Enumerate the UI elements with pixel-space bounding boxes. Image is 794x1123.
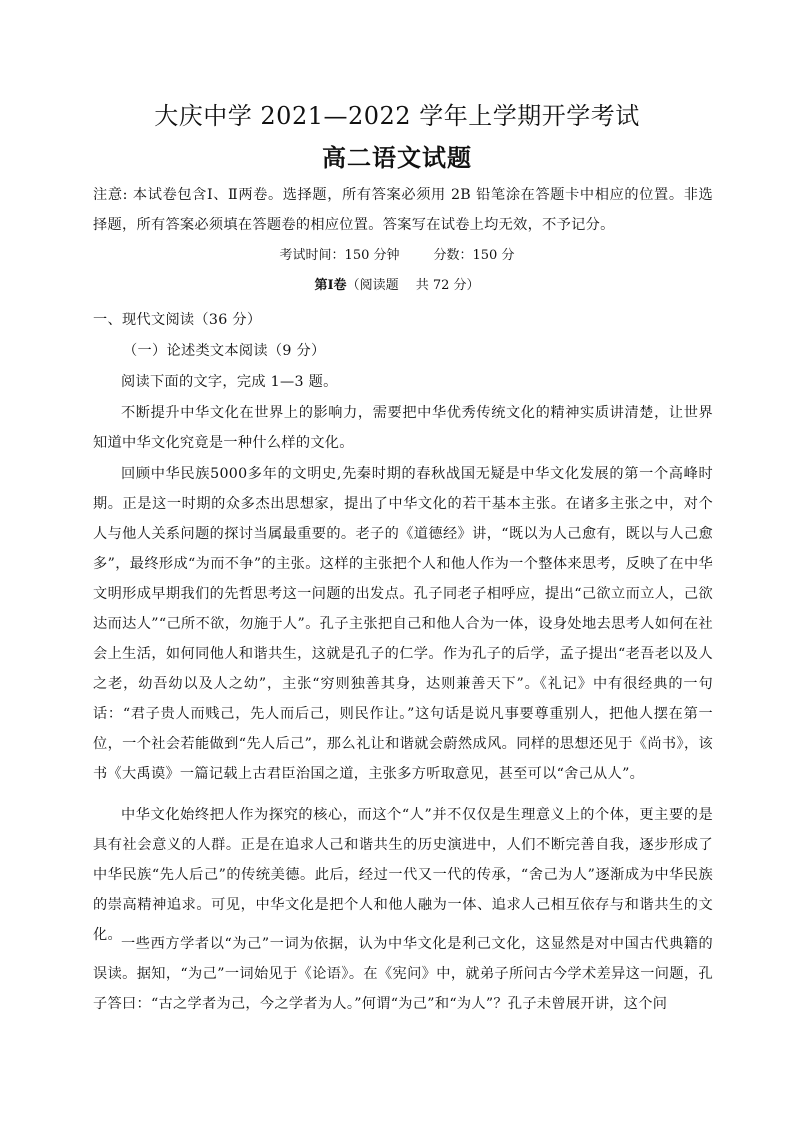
notice-text: 注意: 本试卷包含Ⅰ、Ⅱ两卷。选择题，所有答案必须用 2B 铅笔涂在答题卡中相应的位置。非选择题，所有答案必须填在答题卷的相应位置。答案写在试卷上均无效，不予记分。 (93, 187, 713, 233)
exam-score: 分数：150 分 (433, 248, 515, 263)
volume-desc: （阅读题 共 72 分） (346, 278, 480, 293)
exam-time: 考试时间：150 分钟 (279, 248, 400, 263)
exam-info (0, 241, 794, 271)
reading-instruction: 阅读下面的文字，完成 1—3 题。 (121, 374, 338, 390)
paragraph-4: 一些西方学者以“为己”一词为依据，认为中华文化是利己文化，这显然是对中国古代典籍的误读。据知，“为己”一词始见于《论语》。在《宪问》中，就弟子所问古今学术差异这一问题，孔子答曰：“古之学者为己，今之学者为人。”何谓“为己”和“为人”？孔子未曾展开讲，这个问 (93, 936, 713, 1012)
subsection-heading: （一）论述类文本阅读（9 分） (123, 343, 326, 359)
volume-name: 第Ⅰ卷 (314, 278, 347, 293)
paragraph-1: 不断提升中华文化在世界上的影响力，需要把中华优秀传统文化的精神实质讲清楚，让世界知道中华文化究竟是一种什么样的文化。 (93, 405, 713, 451)
exam-title: 大庆中学 2021—2022 学年上学期开学考试 (154, 102, 640, 130)
section-heading: 一、现代文阅读（36 分） (93, 312, 262, 328)
paragraph-3: 中华文化始终把人作为探究的核心，而这个“人”并不仅仅是生理意义上的个体，更主要的是具有社会意义的人群。正是在追求人己和谐共生的历史演进中，人们不断完善自我，逐步形成了中华民族“先人后己”的传统美德。此后，经过一代又一代的传承，“舍己为人”逐渐成为中华民族的崇高精神追求。可见，中华文化是把个人和他人融为一体、追求人己相互依存与和谐共生的文化。 (93, 807, 713, 943)
paragraph-2: 回顾中华民族5000多年的文明史,先秦时期的春秋战国无疑是中华文化发展的第一个高峰时期。正是这一时期的众多杰出思想家，提出了中华文化的若干基本主张。在诸多主张之中，对个人与他人关系问题的探讨当属最重要的。老子的《道德经》讲，“既以为人己愈有，既以与人己愈多”，最终形成“为而不争”的主张。这样的主张把个人和他人作为一个整体来思考，反映了在中华文明形成早期我们的先哲思考这一问题的出发点。孔子同老子相呼应，提出“己欲立而立人，己欲达而达人”“己所不欲，勿施于人”。孔子主张把自己和他人合为一体，设身处地去思考人如何在社会上生活，如何同他人和谐共生，这就是孔子的仁学。作为孔子的后学，孟子提出“老吾老以及人之老，幼吾幼以及人之幼”，主张“穷则独善其身，达则兼善天下”。《礼记》中有很经典的一句话：“君子贵人而贱己，先人而后己，则民作让。”这句话是说凡事要尊重别人，把他人摆在第一位，一个社会若能做到“先人后己”，那么礼让和谐就会蔚然成风。同样的思想还见于《尚书》，该书《大禹谟》一篇记载上古君臣治国之道，主张多方听取意见，甚至可以“舍己从人”。 (93, 466, 713, 782)
volume-heading (0, 271, 794, 301)
exam-subtitle: 高二语文试题 (322, 143, 472, 172)
